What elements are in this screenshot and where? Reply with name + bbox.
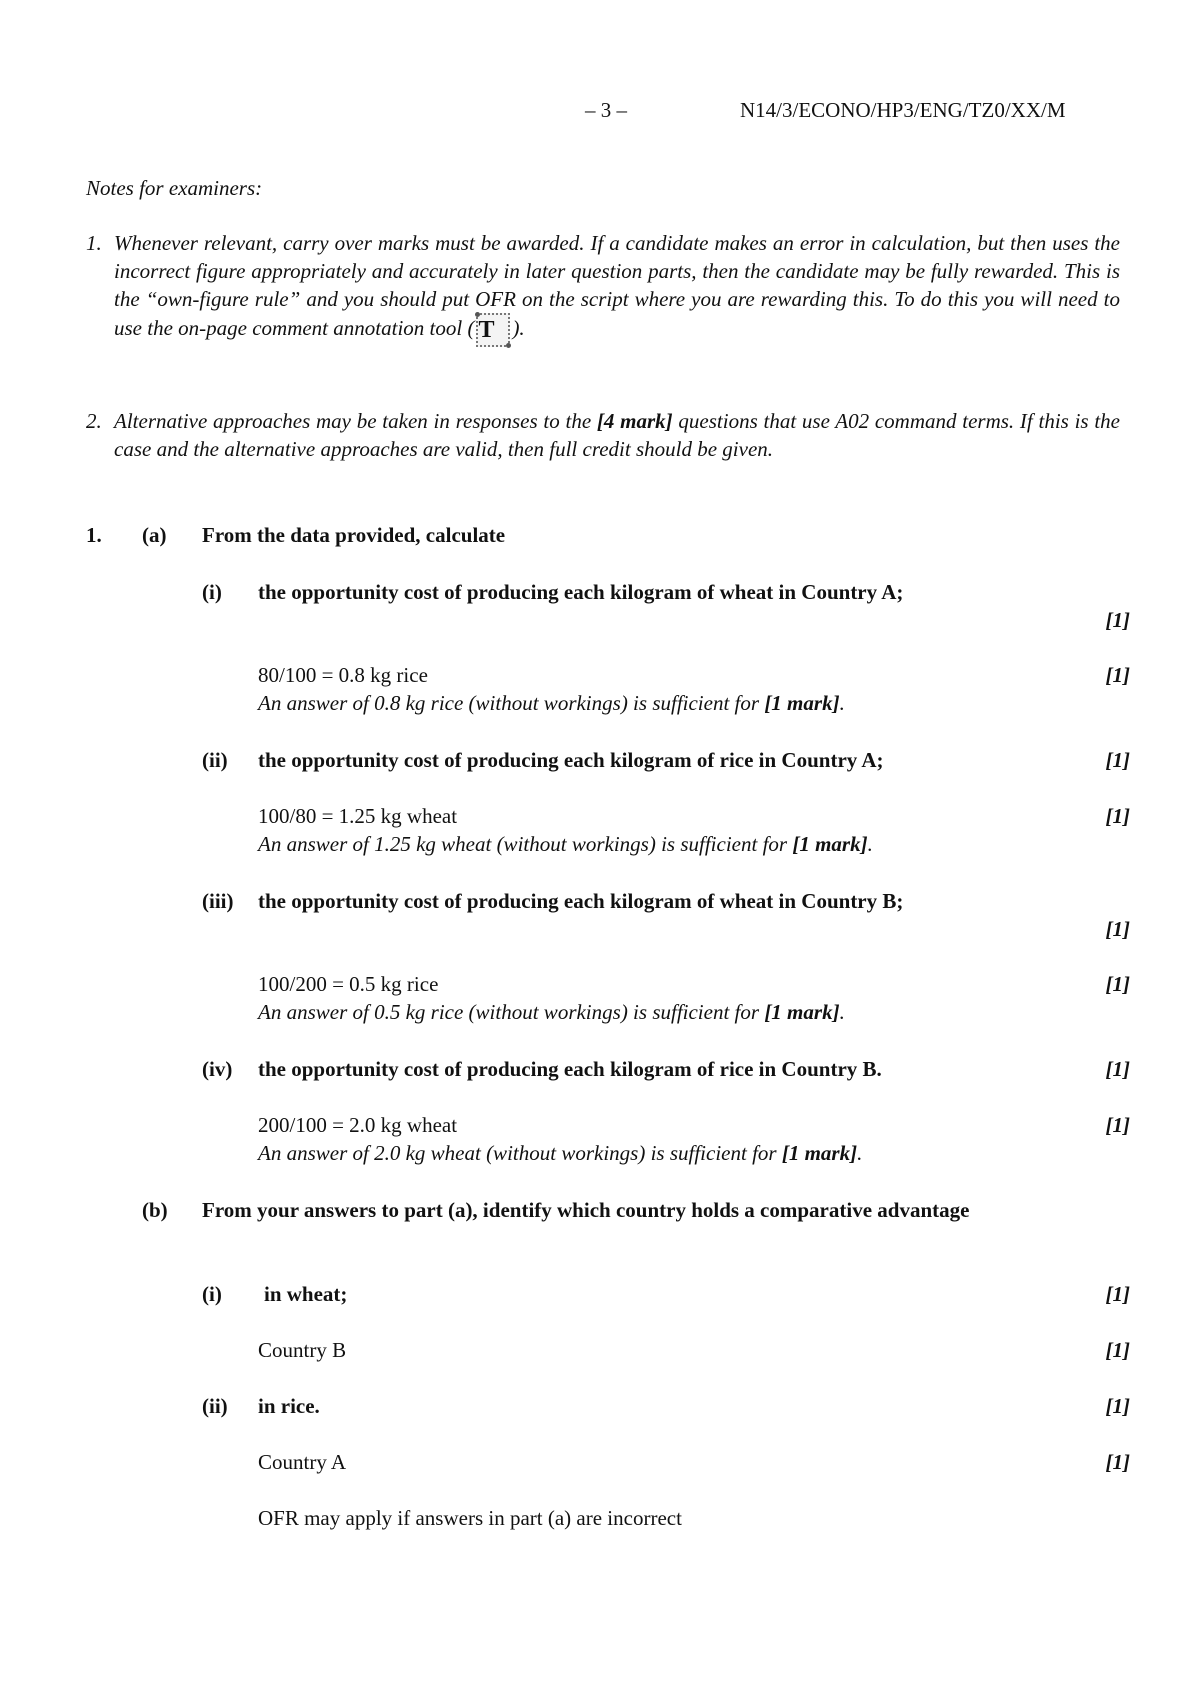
part-b-prompt: From your answers to part (a), identify which country holds a comparative advantage — [202, 1198, 970, 1222]
a-ii-note: An answer of 1.25 kg wheat (without workings) is sufficient for [1 mark]. — [258, 832, 873, 856]
a-iv-note: An answer of 2.0 kg wheat (without workings) is sufficient for [1 mark]. — [258, 1141, 863, 1165]
a-i-answer-marks: [1] — [1105, 663, 1130, 687]
b-i-answer-marks: [1] — [1105, 1338, 1130, 1362]
annotation-tool-icon: T — [476, 313, 510, 347]
note-2-number: 2. — [86, 409, 102, 433]
a-iv-question: the opportunity cost of producing each kilogram of rice in Country B. — [258, 1057, 882, 1081]
part-b-label: (b) — [142, 1198, 168, 1222]
note-2-mark: [4 mark] — [596, 409, 673, 433]
a-ii-answer: 100/80 = 1.25 kg wheat — [258, 804, 458, 828]
note-2-text-main: Alternative approaches may be taken in responses to the — [114, 409, 597, 433]
a-i-label: (i) — [202, 580, 222, 604]
a-iv-label: (iv) — [202, 1057, 233, 1081]
b-ii-answer: Country A — [258, 1450, 347, 1474]
a-iii-question: the opportunity cost of producing each kilogram of wheat in Country B; — [258, 889, 904, 913]
a-iv-answer: 200/100 = 2.0 kg wheat — [258, 1113, 458, 1137]
question-1-number: 1. — [86, 523, 102, 547]
note-2-text-end: questions that use A02 command terms. If this is the case and the alternative approaches are valid, then full credit should be given. — [114, 409, 1121, 461]
note-1-number: 1. — [86, 231, 102, 255]
a-ii-label: (ii) — [202, 748, 228, 772]
ofr-footer-note: OFR may apply if answers in part (a) are incorrect — [258, 1506, 682, 1530]
b-i-label: (i) — [202, 1282, 222, 1306]
b-ii-answer-marks: [1] — [1105, 1450, 1130, 1474]
note-1-text-main: Whenever relevant, carry over marks must be awarded. If a candidate makes an error in calculation, but then uses the incorrect figure appropriately and accurately in later question parts, then the candidate may be fully rewarded. This is the “own-figure rule” and you should put OFR on the script where you are rewarding this. To do this you will need to use the on-page comment annotation tool ( — [114, 231, 1120, 340]
page-number: – 3 – — [585, 98, 627, 122]
a-ii-answer-marks: [1] — [1105, 804, 1130, 828]
a-iii-marks: [1] — [1105, 917, 1130, 941]
a-iv-answer-marks: [1] — [1105, 1113, 1130, 1137]
a-ii-question: the opportunity cost of producing each kilogram of rice in Country A; — [258, 748, 884, 772]
a-iv-marks: [1] — [1105, 1057, 1130, 1081]
part-a-label: (a) — [142, 523, 167, 547]
b-i-answer: Country B — [258, 1338, 347, 1362]
a-iii-label: (iii) — [202, 889, 234, 913]
a-iii-note: An answer of 0.5 kg rice (without workings) is sufficient for [1 mark]. — [258, 1000, 845, 1024]
note-2-text — [114, 407, 1120, 463]
b-i-question: in wheat; — [264, 1282, 348, 1306]
part-a-prompt: From the data provided, calculate — [202, 523, 506, 547]
b-ii-label: (ii) — [202, 1394, 228, 1418]
a-i-note: An answer of 0.8 kg rice (without workings) is sufficient for [1 mark]. — [258, 691, 845, 715]
document-code: N14/3/ECONO/HP3/ENG/TZ0/XX/M — [740, 98, 1066, 122]
a-i-marks: [1] — [1105, 608, 1130, 632]
notes-title: Notes for examiners: — [86, 176, 263, 200]
a-iii-answer: 100/200 = 0.5 kg rice — [258, 972, 439, 996]
a-ii-marks: [1] — [1105, 748, 1130, 772]
a-iii-answer-marks: [1] — [1105, 972, 1130, 996]
b-ii-marks: [1] — [1105, 1394, 1130, 1418]
b-i-marks: [1] — [1105, 1282, 1130, 1306]
a-i-answer: 80/100 = 0.8 kg rice — [258, 663, 428, 687]
note-1-text-end: ). — [512, 315, 525, 340]
note-1-text — [114, 229, 1120, 347]
b-ii-question: in rice. — [258, 1394, 320, 1418]
a-i-question: the opportunity cost of producing each kilogram of wheat in Country A; — [258, 580, 904, 604]
